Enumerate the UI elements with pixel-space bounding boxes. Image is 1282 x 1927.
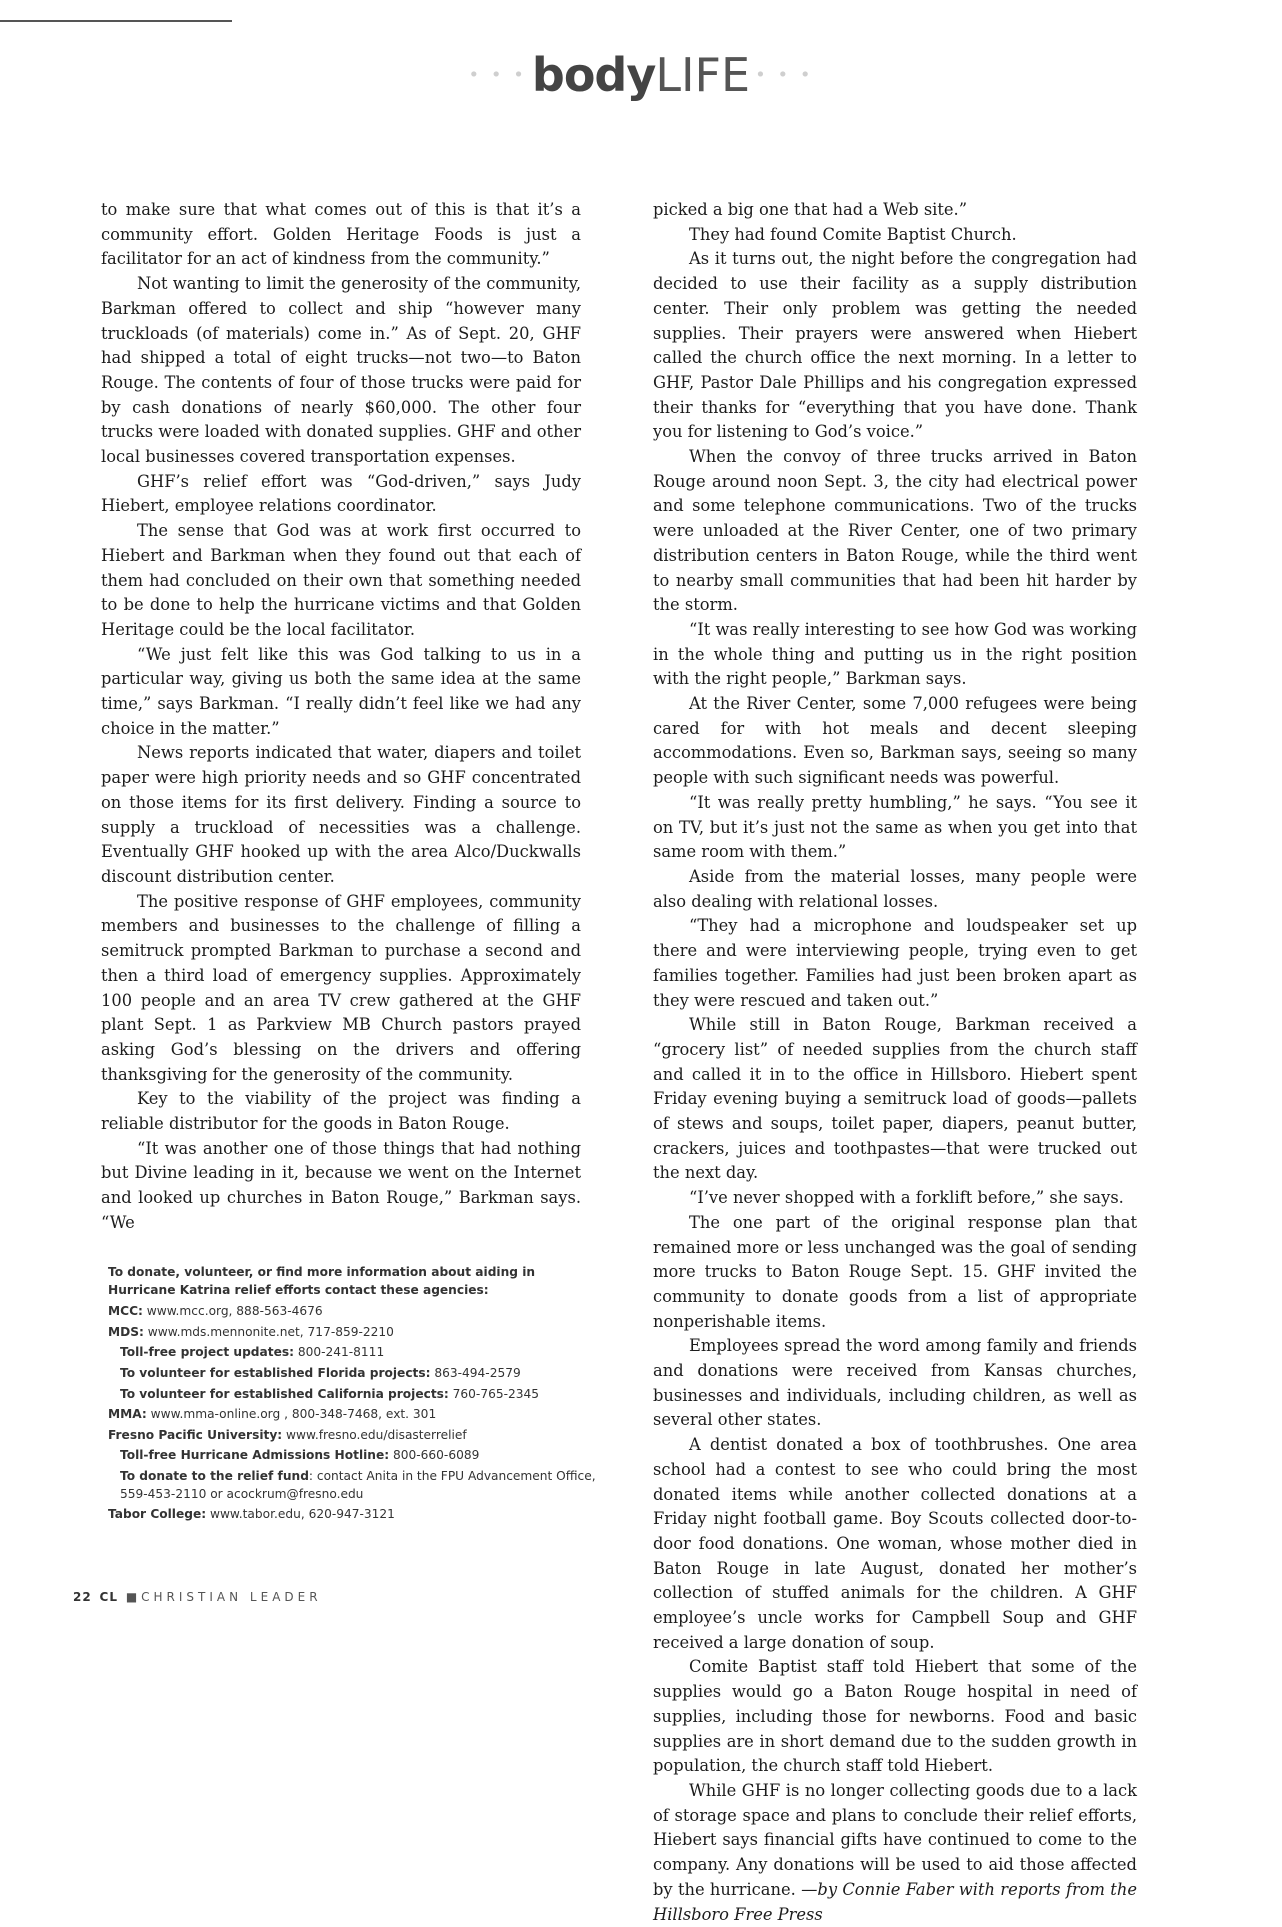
page-footer bbox=[73, 1590, 322, 1604]
final-paragraph bbox=[653, 1779, 1137, 1927]
paragraph: They had found Comite Baptist Church. bbox=[689, 224, 1017, 244]
left-column bbox=[101, 198, 581, 1236]
agency-entry bbox=[108, 1447, 598, 1465]
agency-label: To donate to the relief fund bbox=[120, 1468, 309, 1483]
paragraph: At the River Center, some 7,000 refugees were being cared for with hot meals and decent sleeping accommodations. Even so, Barkman says, seeing so many people with such significant needs was powerful. bbox=[653, 694, 1137, 788]
paragraph: “They had a microphone and loudspeaker set up there and were interviewing people, trying even to get families together. Families had just been broken apart as they were rescued and taken out.” bbox=[653, 916, 1137, 1010]
agency-contact: 800-241-8111 bbox=[293, 1345, 385, 1360]
paragraph: Key to the viability of the project was finding a reliable distributor for the goods in Baton Rouge. bbox=[101, 1089, 581, 1134]
paragraph: While still in Baton Rouge, Barkman received a “grocery list” of needed supplies from the church staff and called it in to the office in Hillsboro. Hiebert spent Friday evening buying a semitruck load of goods—pallets of stews and soups, toilet paper, diapers, peanut butter, crackers, juices and toothpastes—that were trucked out the next day. bbox=[653, 1015, 1137, 1183]
paragraph: The positive response of GHF employees, community members and businesses to the challenge of filling a semitruck prompted Barkman to purchase a second and then a third load of emergency supplies. Approximately 100 people and an area TV crew gathered at the GHF plant Sept. 1 as Parkview MB Church pastors prayed asking God’s blessing on the drivers and offering thanksgiving for the generosity of the community. bbox=[101, 891, 581, 1084]
agency-contact: www.fresno.edu/disasterrelief bbox=[282, 1427, 467, 1442]
decorative-dots-left: • • • bbox=[468, 64, 527, 86]
agency-label: To volunteer for established California projects: bbox=[120, 1386, 449, 1401]
agency-entry bbox=[108, 1324, 598, 1342]
sidebar-intro: To donate, volunteer, or find more information about aiding in Hurricane Katrina relief efforts contact these agencies: bbox=[108, 1265, 536, 1297]
agency-entry bbox=[108, 1406, 598, 1424]
decorative-dots-right: • • • bbox=[755, 64, 814, 86]
agency-label: MMA: bbox=[108, 1407, 147, 1422]
paragraph: Aside from the material losses, many people were also dealing with relational losses. bbox=[653, 866, 1137, 911]
header-title-light: LIFE bbox=[655, 48, 751, 102]
top-rule bbox=[0, 20, 232, 22]
paragraph: “It was another one of those things that had nothing but Divine leading in it, because we went on the Internet and looked up churches in Baton Rouge,” Barkman says. “We bbox=[101, 1138, 581, 1232]
paragraph: Comite Baptist staff told Hiebert that some of the supplies would go a Baton Rouge hospital in need of supplies, including those for newborns. Food and basic supplies are in short demand due to the sudden growth in population, the church staff told Hiebert. bbox=[653, 1657, 1137, 1776]
paragraph: Not wanting to limit the generosity of the community, Barkman offered to collect and ship “however many truckloads (of materials) come in.” As of Sept. 20, GHF had shipped a total of eight trucks—not two—to Baton Rouge. The contents of four of those trucks were paid for by cash donations of nearly $60,000. The other four trucks were loaded with donated supplies. GHF and other local businesses covered transportation expenses. bbox=[101, 274, 581, 467]
agency-entry bbox=[108, 1386, 598, 1404]
agency-label: MDS: bbox=[108, 1324, 144, 1339]
square-bullet-icon: ■ bbox=[125, 1590, 142, 1604]
agency-contact: 863-494-2579 bbox=[430, 1365, 521, 1380]
agency-contact: www.mcc.org, 888-563-4676 bbox=[142, 1304, 323, 1319]
agency-contact: www.mma-online.org , 800-348-7468, ext. 301 bbox=[146, 1407, 437, 1422]
agency-contact: www.tabor.edu, 620-947-3121 bbox=[206, 1507, 395, 1522]
paragraph: The sense that God was at work first occurred to Hiebert and Barkman when they found out that each of them had concluded on their own that something needed to be done to help the hurricane victims and that Golden Heritage could be the local facilitator. bbox=[101, 521, 581, 639]
agency-entry bbox=[108, 1506, 598, 1524]
agency-entry bbox=[108, 1468, 598, 1503]
paragraph: GHF’s relief effort was “God-driven,” says Judy Hiebert, employee relations coordinator. bbox=[101, 471, 581, 516]
agency-contact: 760-765-2345 bbox=[448, 1386, 539, 1401]
paragraph: News reports indicated that water, diapers and toilet paper were high priority needs and so GHF concentrated on those items for its first delivery. Finding a source to supply a truckload of necessities was a challenge. Eventually GHF hooked up with the area Alco/Duckwalls discount distribution center. bbox=[101, 743, 581, 886]
relief-agencies-box bbox=[108, 1264, 598, 1527]
section-header bbox=[0, 48, 1282, 102]
paragraph: “It was really interesting to see how God was working in the whole thing and putting us in the right position with the right people,” Barkman says. bbox=[653, 619, 1137, 689]
agency-label: To volunteer for established Florida projects: bbox=[120, 1365, 431, 1380]
header-title-bold: body bbox=[531, 48, 656, 102]
agency-entry bbox=[108, 1427, 598, 1445]
agency-label: Toll-free project updates: bbox=[120, 1345, 294, 1360]
right-column bbox=[653, 198, 1137, 1927]
paragraph: When the convoy of three trucks arrived in Baton Rouge around noon Sept. 3, the city had electrical power and some telephone communications. Two of the trucks were unloaded at the River Center, one of two primary distribution centers in Baton Rouge, while the third went to nearby small communities that had been hit harder by the storm. bbox=[653, 447, 1137, 615]
agency-entry bbox=[108, 1365, 598, 1383]
paragraph: As it turns out, the night before the congregation had decided to use their facility as a supply distribution center. Their only problem was getting the needed supplies. Their prayers were answered when Hiebert called the church office the next morning. In a letter to GHF, Pastor Dale Phillips and his congregation expressed their thanks for “everything that you have done. Thank you for listening to God’s voice.” bbox=[653, 249, 1137, 442]
paragraph-text: While GHF is no longer collecting goods due to a lack of storage space and plans to conclude their relief efforts, Hiebert says financial gifts have continued to come to the company. Any donations will be used to aid those affected by the hurricane. bbox=[653, 1781, 1137, 1899]
agency-contact: : contact Anita in the FPU Advancement Office, 559-453-2110 or acockrum@fresno.edu bbox=[120, 1468, 596, 1501]
agency-label: Fresno Pacific University: bbox=[108, 1427, 283, 1442]
agency-label: Toll-free Hurricane Admissions Hotline: bbox=[120, 1448, 390, 1463]
paragraph: “We just felt like this was God talking to us in a particular way, giving us both the same idea at the same time,” says Barkman. “I really didn’t feel like we had any choice in the matter.” bbox=[101, 644, 581, 738]
agency-contact: www.mds.mennonite.net, 717-859-2210 bbox=[143, 1324, 394, 1339]
paragraph: A dentist donated a box of toothbrushes. One area school had a contest to see who could bring the most donated items while another collected donations at a Friday night football game. Boy Scouts collected door-to-door food donations. One woman, whose mother died in Baton Rouge in late August, donated her mother’s collection of stuffed animals for the children. A GHF employee’s uncle works for Campbell Soup and GHF received a large donation of soup. bbox=[653, 1435, 1137, 1652]
agency-label: MCC: bbox=[108, 1304, 143, 1319]
agency-entry bbox=[108, 1344, 598, 1362]
byline: —by Connie Faber with reports from the Hillsboro Free Press bbox=[653, 1879, 1137, 1924]
paragraph: to make sure that what comes out of this is that it’s a community effort. Golden Heritage Foods is just a facilitator for an act of kindness from the community.” bbox=[101, 200, 581, 269]
paragraph: Employees spread the word among family and friends and donations were received from Kansas churches, businesses and individuals, including children, as well as several other states. bbox=[653, 1336, 1137, 1430]
publication-abbrev: CL bbox=[99, 1590, 118, 1604]
publication-name: CHRISTIAN LEADER bbox=[141, 1590, 322, 1604]
agency-contact: 800-660-6089 bbox=[389, 1448, 480, 1463]
paragraph: “I’ve never shopped with a forklift before,” she says. bbox=[689, 1188, 1124, 1208]
paragraph: “It was really pretty humbling,” he says. “You see it on TV, but it’s just not the same as when you get into that same room with them.” bbox=[653, 792, 1137, 862]
paragraph: picked a big one that had a Web site.” bbox=[653, 200, 968, 219]
page-number: 22 bbox=[73, 1590, 92, 1604]
agency-label: Tabor College: bbox=[108, 1507, 207, 1522]
agency-entry bbox=[108, 1303, 598, 1321]
paragraph: The one part of the original response plan that remained more or less unchanged was the goal of sending more trucks to Baton Rouge Sept. 15. GHF invited the community to donate goods from a list of appropriate nonperishable items. bbox=[653, 1212, 1137, 1331]
